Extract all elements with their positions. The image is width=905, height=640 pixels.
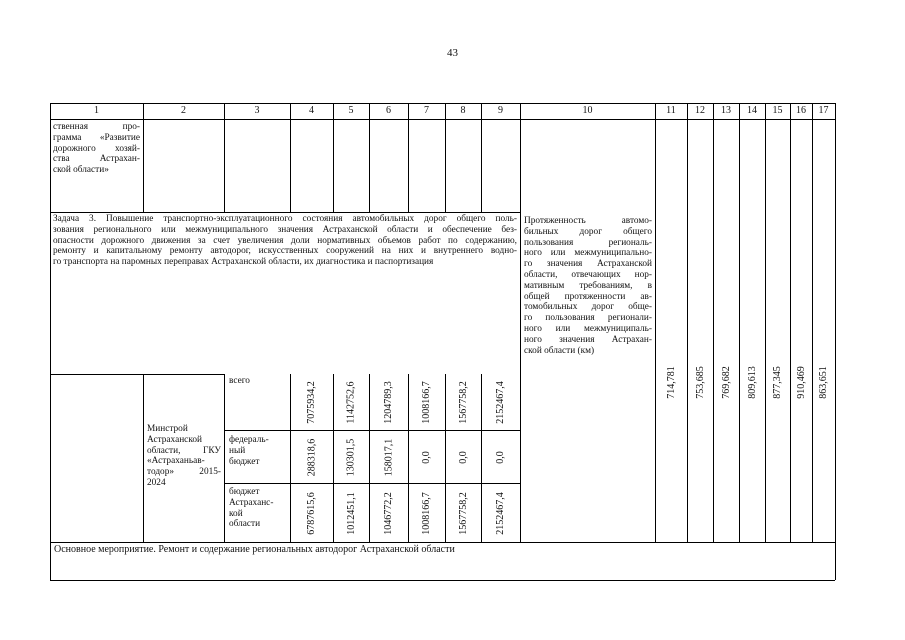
funding-value: 0,0 xyxy=(457,450,469,464)
col-header: 9 xyxy=(498,105,503,116)
funding-value: 1142752,6 xyxy=(345,380,357,424)
funding-value: 7075934,2 xyxy=(306,380,317,424)
funding-value: 130301,5 xyxy=(345,438,357,476)
col-header: 6 xyxy=(386,105,391,116)
indicator-value: 714,781 xyxy=(665,366,677,399)
funding-source-regional: бюджет Астраханс- кой области xyxy=(229,487,274,530)
funding-value: 288318,6 xyxy=(306,438,317,476)
col-header: 8 xyxy=(460,105,466,116)
col-header: 1 xyxy=(94,105,99,116)
funding-value: 2152467,4 xyxy=(495,491,506,535)
col-header: 13 xyxy=(721,105,731,116)
col-header: 17 xyxy=(818,105,829,116)
task-description: Задача 3. Повышение транспортно-эксплуатационного состояния автомобильных дорог общего поль- зования регионального или межмуниципального значения Астраханской области и обеспечение без- опасности дорожного движения за счет увеличения доли нормативных объемов работ по содержанию, ремонту и капитальному ремонту автодорог, искусственных сооружений на них и внутреннего водно- го транспорта на паромных переправах Астраханской области, их диагностика и паспортизация xyxy=(53,214,517,268)
col-header: 10 xyxy=(582,105,593,116)
funding-value: 0,0 xyxy=(421,450,432,464)
col-header: 3 xyxy=(254,105,260,116)
funding-value: 1046772,2 xyxy=(383,491,394,535)
program-name: ственная про- грамма «Развитие дорожного хозяй- ства Астрахан- ской области» xyxy=(53,122,140,176)
funding-value: 1567758,2 xyxy=(457,380,469,424)
funding-value: 1008166,7 xyxy=(421,380,432,424)
indicator-value: 769,682 xyxy=(720,366,732,399)
main-activity: Основное мероприятие. Ремонт и содержание региональных автодорог Астраханской области xyxy=(54,544,455,555)
col-header: 16 xyxy=(796,105,806,116)
col-header: 11 xyxy=(666,105,676,116)
page-number: 43 xyxy=(447,47,458,59)
col-header: 14 xyxy=(747,105,757,116)
indicator-value: 877,345 xyxy=(772,366,783,399)
col-header: 12 xyxy=(695,105,705,116)
indicator-value: 863,651 xyxy=(818,366,829,399)
funding-value: 6787615,6 xyxy=(306,491,317,535)
indicator-value: 809,613 xyxy=(746,366,758,399)
funding-value: 1012451,1 xyxy=(345,491,357,535)
funding-value: 1008166,7 xyxy=(421,491,432,535)
executor: Минстрой Астраханской области, ГКУ «Астраханьав- тодор» 2015- 2024 xyxy=(147,424,221,488)
funding-value: 2152467,4 xyxy=(495,380,506,424)
col-header: 15 xyxy=(772,105,783,116)
funding-value: 1204789,3 xyxy=(383,380,394,424)
col-header: 2 xyxy=(181,105,186,116)
col-header: 5 xyxy=(348,105,354,116)
funding-value: 158017,1 xyxy=(383,438,394,476)
funding-source-total: всего xyxy=(229,376,250,386)
indicator-value: 910,469 xyxy=(795,366,807,399)
funding-value: 0,0 xyxy=(495,450,506,464)
col-header: 4 xyxy=(309,105,314,116)
funding-value: 1567758,2 xyxy=(457,491,469,535)
indicator-value: 753,685 xyxy=(694,366,706,399)
col-header: 7 xyxy=(424,105,429,116)
indicator-description: Протяженность автомо- бильных дорог общего пользования региональ- ного или межмуниципально- го значения Астраханской области, отвечающих нор- мативным требованиям, в общей протяженности ав- томобильных дорог обще- го пользования регионали- ного или межмуниципаль- ного значения Астрахан- ской области (км) xyxy=(524,216,652,356)
funding-source-federal: федераль- ный бюджет xyxy=(229,435,269,467)
